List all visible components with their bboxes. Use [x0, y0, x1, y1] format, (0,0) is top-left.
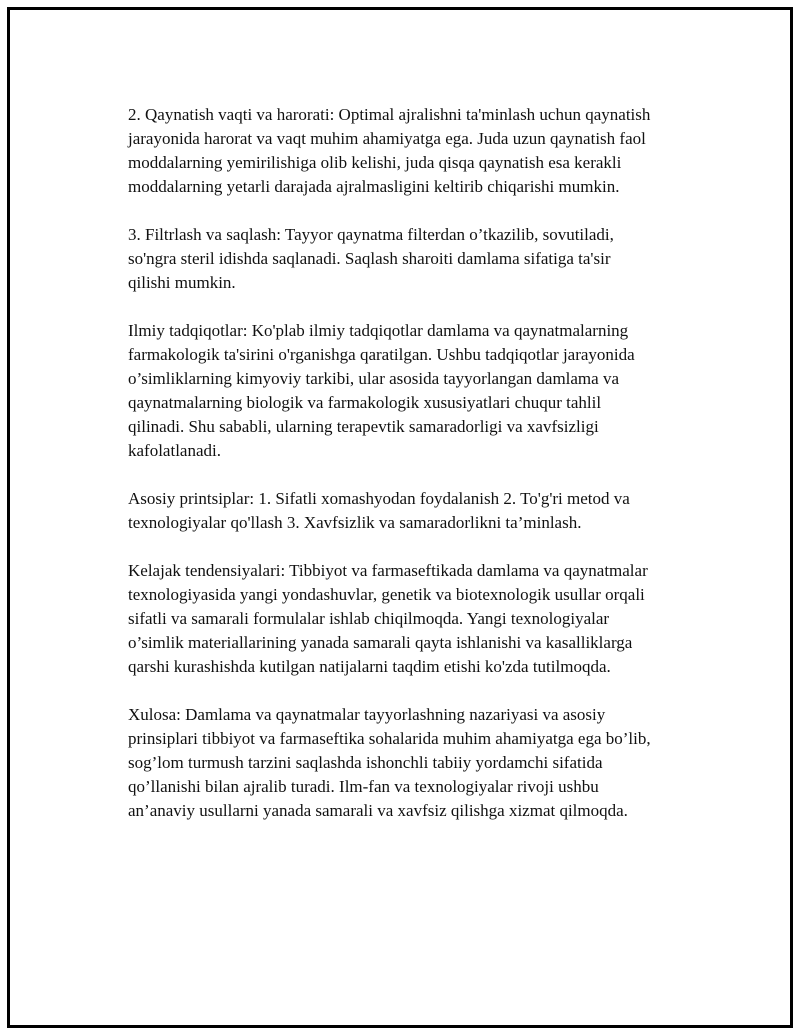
text-line: qilinadi. Shu sababli, ularning terapevtik samaradorligi va xavfsizligi — [128, 417, 599, 436]
text-line: 3. Filtrlash va saqlash: Tayyor qaynatma filterdan o’tkazilib, sovutiladi, — [128, 225, 614, 244]
text-line: o’simlik materiallarining yanada samarali qayta ishlanishi va kasalliklarga — [128, 633, 633, 652]
text-line: qo’llanishi bilan ajralib turadi. Ilm-fan va texnologiyalar rivoji ushbu — [128, 777, 599, 796]
text-line: farmakologik ta'sirini o'rganishga qaratilgan. Ushbu tadqiqotlar jarayonida — [128, 345, 635, 364]
text-line: sifatli va samarali formulalar ishlab chiqilmoqda. Yangi texnologiyalar — [128, 609, 610, 628]
text-line: Ilmiy tadqiqotlar: Ko'plab ilmiy tadqiqotlar damlama va qaynatmalarning — [128, 321, 629, 340]
text-line: kafolatlanadi. — [128, 441, 221, 460]
page-border — [7, 7, 793, 1028]
text-line: 2. Qaynatish vaqti va harorati: Optimal ajralishni ta'minlash uchun qaynatish — [128, 105, 651, 124]
text-line: texnologiyalar qo'llash 3. Xavfsizlik va samaradorlikni ta’minlash. — [128, 513, 582, 532]
text-line: sog’lom turmush tarzini saqlashda ishonchli tabiiy yordamchi sifatida — [128, 753, 603, 772]
text-line: an’anaviy usullarni yanada samarali va xavfsiz qilishga xizmat qilmoqda. — [128, 801, 628, 820]
text-line: jarayonida harorat va vaqt muhim ahamiyatga ega. Juda uzun qaynatish faol — [128, 129, 646, 148]
paragraph-filtering-storage — [128, 223, 708, 295]
text-line: texnologiyasida yangi yondashuvlar, genetik va biotexnologik usullar orqali — [128, 585, 645, 604]
text-line: o’simliklarning kimyoviy tarkibi, ular asosida tayyorlangan damlama va — [128, 369, 619, 388]
paragraph-scientific-research — [128, 319, 708, 463]
paragraph-conclusion — [128, 703, 708, 823]
text-line: qilishi mumkin. — [128, 273, 236, 292]
text-line: Xulosa: Damlama va qaynatmalar tayyorlashning nazariyasi va asosiy — [128, 705, 606, 724]
text-line: qaynatmalarning biologik va farmakologik xususiyatlari chuqur tahlil — [128, 393, 602, 412]
text-line: moddalarning yetarli darajada ajralmasligini keltirib chiqarishi mumkin. — [128, 177, 620, 196]
document-body — [128, 103, 708, 847]
text-line: prinsiplari tibbiyot va farmaseftika sohalarida muhim ahamiyatga ega bo’lib, — [128, 729, 651, 748]
paragraph-future-trends — [128, 559, 708, 679]
text-line: Asosiy printsiplar: 1. Sifatli xomashyodan foydalanish 2. To'g'ri metod va — [128, 489, 630, 508]
text-line: qarshi kurashishda kutilgan natijalarni taqdim etishi ko'zda tutilmoqda. — [128, 657, 611, 676]
paragraph-main-principles — [128, 487, 708, 535]
text-line: so'ngra steril idishda saqlanadi. Saqlash sharoiti damlama sifatiga ta'sir — [128, 249, 611, 268]
paragraph-boiling-time — [128, 103, 708, 199]
text-line: Kelajak tendensiyalari: Tibbiyot va farmaseftikada damlama va qaynatmalar — [128, 561, 648, 580]
text-line: moddalarning yemirilishiga olib kelishi, juda qisqa qaynatish esa kerakli — [128, 153, 622, 172]
